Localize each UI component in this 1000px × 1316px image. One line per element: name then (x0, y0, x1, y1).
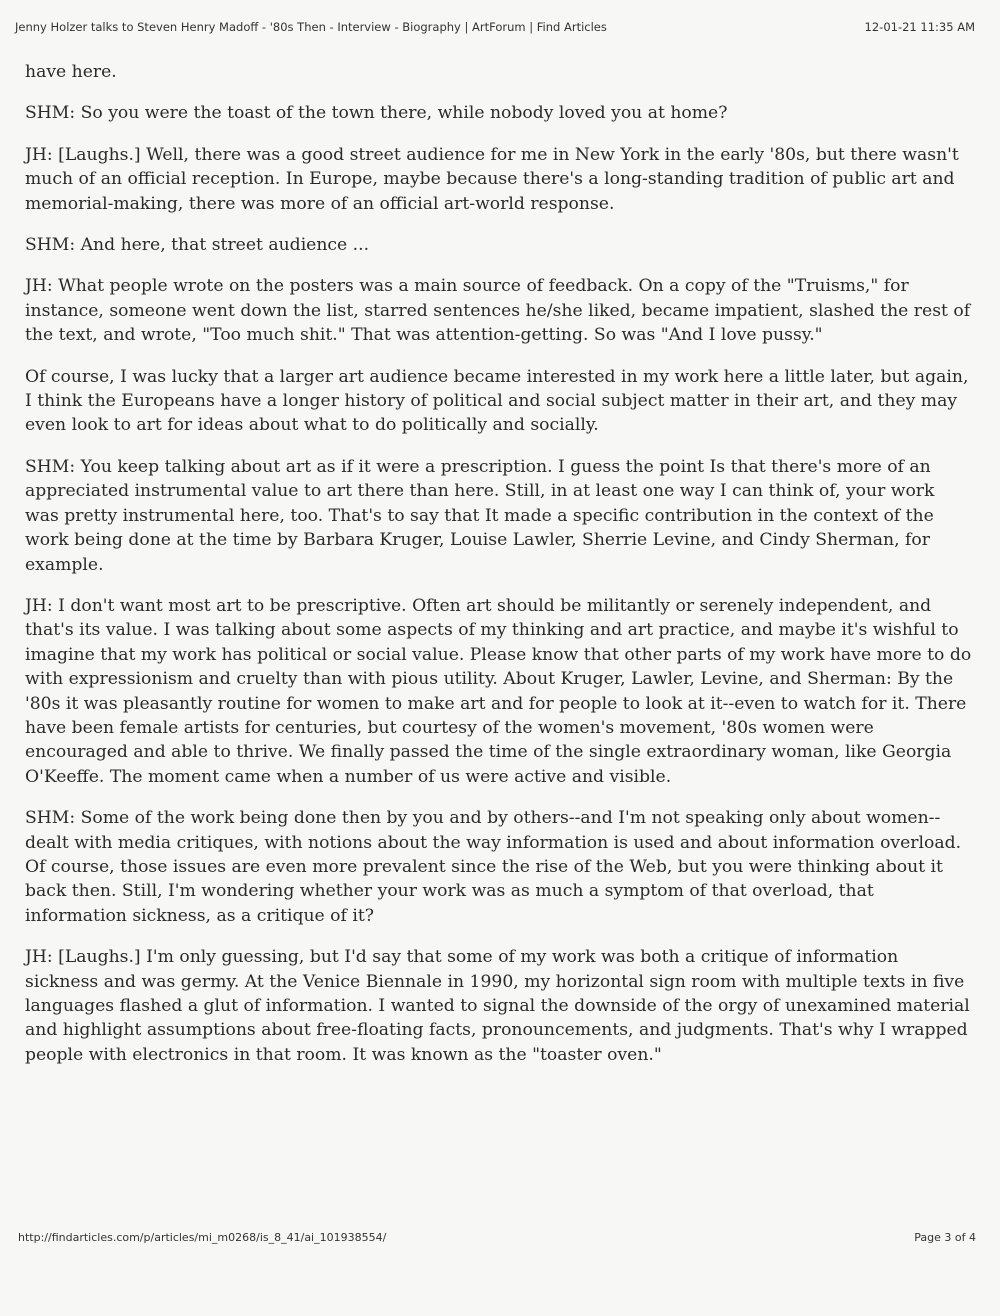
article-body (25, 60, 973, 1084)
paragraph: Of course, I was lucky that a larger art audience became interested in my work here a little later, but again, I think the Europeans have a longer history of political and social subject matter in their art, and they may even look to art for ideas about what to do politically and socially. (25, 366, 969, 436)
paragraph: JH: [Laughs.] I'm only guessing, but I'd say that some of my work was both a critique of information sickness and was germy. At the Venice Biennale in 1990, my horizontal sign room with multiple texts in five languages flashed a glut of information. I wanted to signal the downside of the orgy of unexamined material and highlight assumptions about free-floating facts, pronouncements, and judgments. That's why I wrapped people with electronics in that room. It was known as the "toaster oven." (25, 947, 970, 1065)
page-url: http://findarticles.com/p/articles/mi_m0268/is_8_41/ai_101938554/ (18, 1231, 387, 1244)
page-number: Page 3 of 4 (914, 1231, 976, 1244)
paragraph: SHM: You keep talking about art as if it were a prescription. I guess the point Is that there's more of an appreciated instrumental value to art there than here. Still, in at least one way I can think of, your work was pretty instrumental here, too. That's to say that It made a specific contribution in the context of the work being done at the time by Barbara Kruger, Louise Lawler, Sherrie Levine, and Cindy Sherman, for example. (25, 456, 935, 575)
paragraph: JH: What people wrote on the posters was a main source of feedback. On a copy of the "Truisms," for instance, someone went down the list, starred sentences he/she liked, became impatient, slashed the rest of the text, and wrote, "Too much shit." That was attention-getting. So was "And I love pussy." (25, 276, 971, 346)
paragraph: SHM: So you were the toast of the town there, while nobody loved you at home? (25, 103, 728, 124)
paragraph: have here. (25, 62, 117, 82)
page-footer (18, 1231, 976, 1247)
paragraph: JH: I don't want most art to be prescriptive. Often art should be militantly or serenely independent, and that's its value. I was talking about some aspects of my thinking and art practice, and maybe it's wishful to imagine that my work has political or social value. Please know that other parts of my work have more to do with expressionism and cruelty than with pious utility. About Kruger, Lawler, Levine, and Sherman: By the '80s it was pleasantly routine for women to make art and for people to look at it--even to watch for it. There have been female artists for centuries, but courtesy of the women's movement, '80s women were encouraged and able to thrive. We finally passed the time of the single extraordinary woman, like Georgia O'Keeffe. The moment came when a number of us were active and visible. (25, 595, 972, 787)
paragraph: JH: [Laughs.] Well, there was a good street audience for me in New York in the early '80s, but there wasn't much of an official reception. In Europe, maybe because there's a long-standing tradition of public art and memorial-making, there was more of an official art-world response. (25, 144, 959, 214)
paragraph: SHM: Some of the work being done then by you and by others--and I'm not speaking only about women--dealt with media critiques, with notions about the way information is used and about information overload. Of course, those issues are even more prevalent since the rise of the Web, but you were thinking about it back then. Still, I'm wondering whether your work was as much a symptom of that overload, that information sickness, as a critique of it? (25, 808, 962, 926)
paragraph: SHM: And here, that street audience ... (25, 235, 370, 256)
page-header (15, 20, 975, 38)
document-title: Jenny Holzer talks to Steven Henry Madoff - '80s Then - Interview - Biography | ArtForum | Find Articles (15, 20, 607, 34)
print-datetime: 12-01-21 11:35 AM (864, 20, 975, 34)
